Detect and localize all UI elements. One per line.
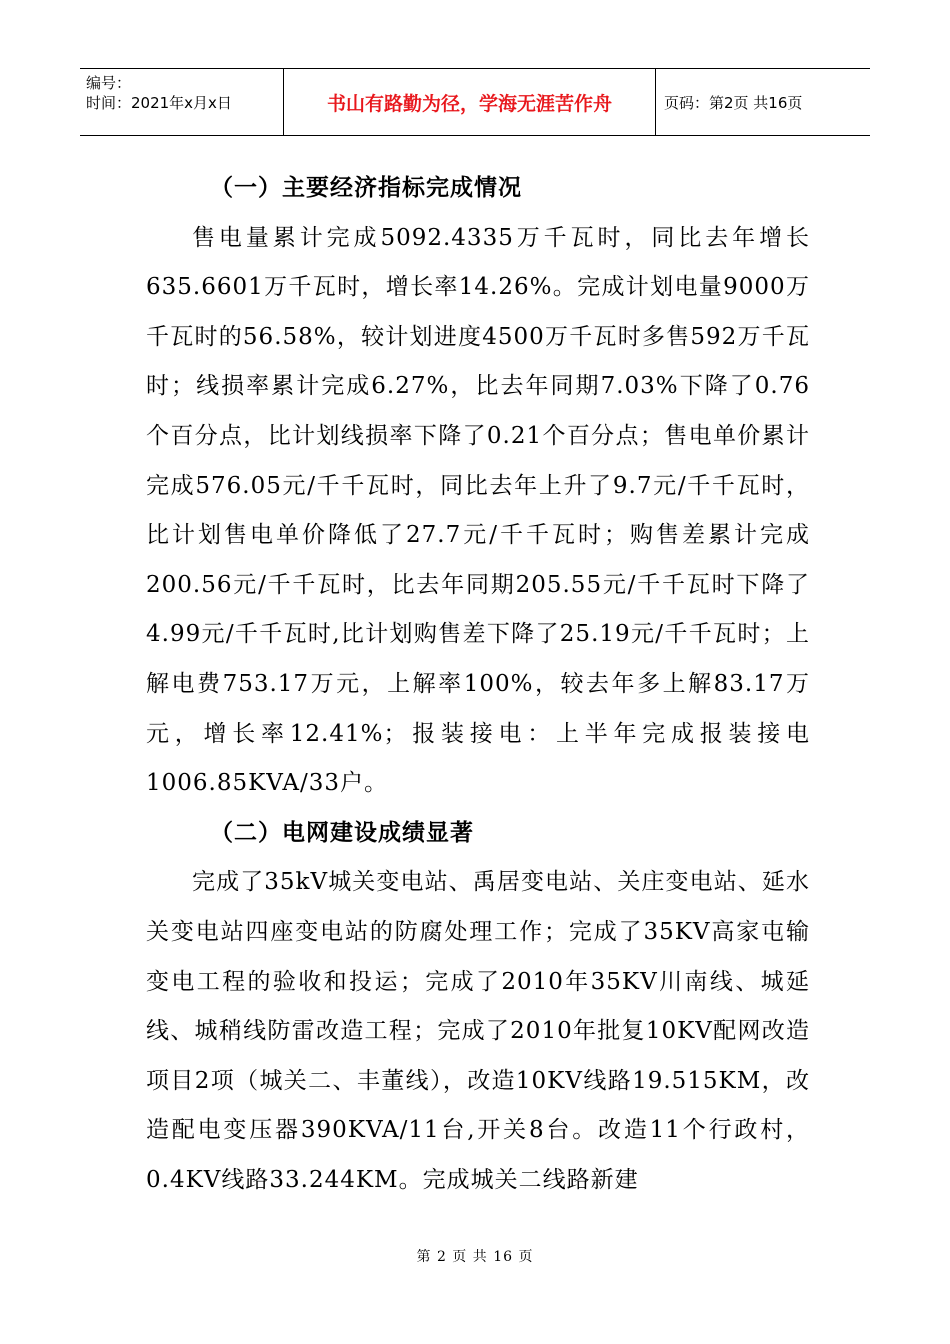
page-footer: 第 2 页 共 16 页 bbox=[416, 1249, 534, 1265]
document-body bbox=[146, 164, 810, 1205]
document-time-label: 时间：2021年x月x日 bbox=[86, 94, 232, 112]
section-heading-grid-construction: （二）电网建设成绩显著 bbox=[210, 819, 474, 846]
section-heading-economic-indicators: （一）主要经济指标完成情况 bbox=[210, 175, 522, 201]
document-number-label: 编号： bbox=[86, 74, 132, 92]
header-meta bbox=[80, 69, 284, 135]
paragraph-economic-indicators: 售电量累计完成5092.4335万千瓦时，同比去年增长635.6601万千瓦时，增长率14.26%。完成计划电量9000万千瓦时的56.58%，较计划进度4500万千瓦时多售592万千瓦时；线损率累计完成6.27%，比去年同期7.03%下降了0.76个百分点，比计划线损率下降了0.21个百分点；售电单价累计完成576.05元/千千瓦时，同比去年上升了9.7元/千千瓦时，比计划售电单价降低了27.7元/千千瓦时；购售差累计完成200.56元/千千瓦时，比去年同期205.55元/千千瓦时下降了4.99元/千千瓦时,比计划购售差下降了25.19元/千千瓦时；上解电费753.17万元，上解率100%，较去年多上解83.17万元，增长率12.41%；报装接电：上半年完成报装接电1006.85KVA/33户。 bbox=[146, 224, 810, 797]
header-motto: 书山有路勤为径，学海无涯苦作舟 bbox=[284, 69, 656, 135]
paragraph-grid-construction: 完成了35kV城关变电站、禹居变电站、关庄变电站、延水关变电站四座变电站的防腐处理工作；完成了35KV高家屯输变电工程的验收和投运；完成了2010年35KV川南线、城延线、城稍线防雷改造工程；完成了2010年批复10KV配网改造项目2项（城关二、丰董线），改造10KV线路19.515KM，改造配电变压器390KVA/11台,开关8台。改造11个行政村，0.4KV线路33.244KM。完成城关二线路新建 bbox=[146, 869, 810, 1193]
page-header bbox=[80, 68, 870, 136]
header-page-code: 页码：第2页 共16页 bbox=[664, 93, 803, 112]
